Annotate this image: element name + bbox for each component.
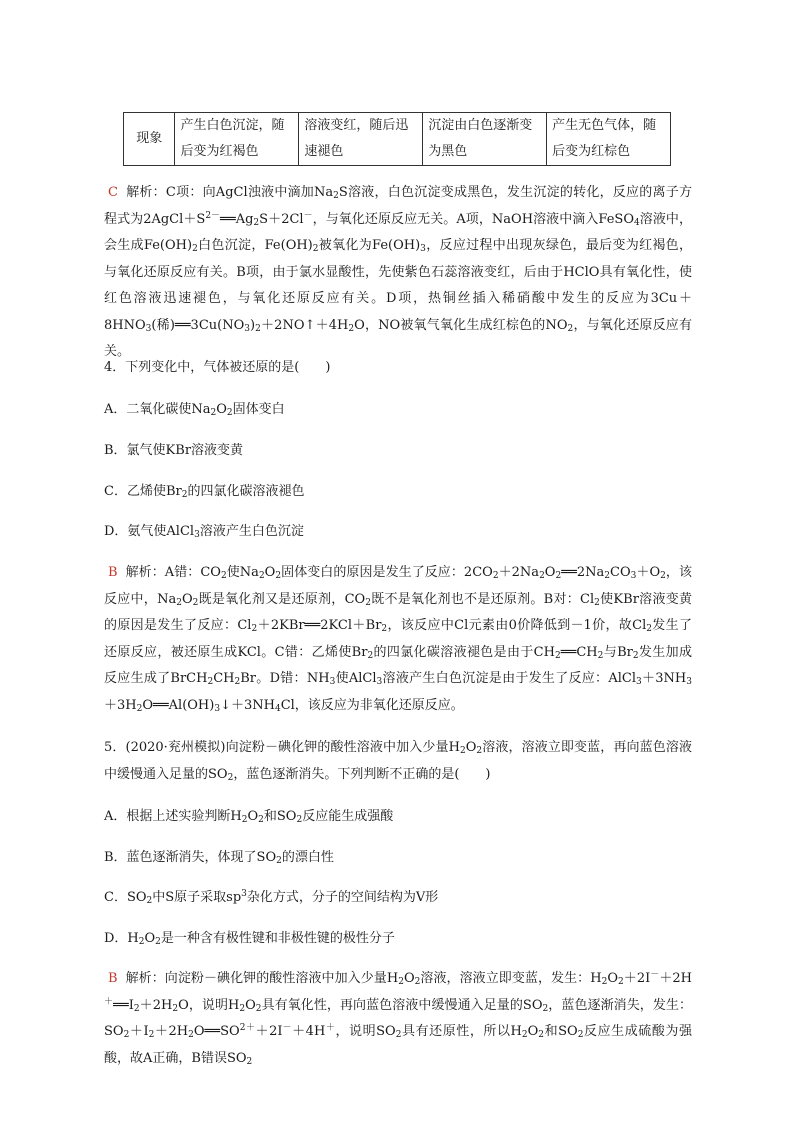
observation-table bbox=[123, 112, 671, 166]
q4-option-a: A．二氧化碳使$Na_2O_2$固体变白 bbox=[104, 402, 285, 418]
q5-option-b: B．蓝色逐渐消失，体现了$SO_2$的漂白性 bbox=[104, 850, 334, 866]
table-cell-b: 溶液变红，随后迅速褪色 bbox=[299, 113, 423, 166]
q4-option-c: C．乙烯使$Br_2$的四氯化碳溶液褪色 bbox=[104, 484, 305, 500]
answer-letter: B bbox=[108, 565, 118, 580]
table-header-cell: 现象 bbox=[124, 113, 175, 166]
table-cell-d: 产生无色气体，随后变为红棕色 bbox=[547, 113, 671, 166]
q4-stem: 4．下列变化中，气体被还原的是( ) bbox=[104, 360, 331, 375]
answer-letter: C bbox=[108, 185, 118, 200]
q4-explanation: B 解析：A错：$CO_2$使$Na_2O_2$固体变白的原因是发生了反应：$2CO_2+2Na_2O_2══2Na_2CO_3+O_2$，该反应中，$Na_2O_2$既是氧化剂又是还原剂，$CO_2$既不是氧化剂也不是还原剂。B对：$Cl_2$使KBr溶液变黄的原因是发生了反应：$Cl_2+2KBr══2KCl+Br_2$，该反应中Cl元素由0价降低到－1价，故$Cl_2$发生了还原反应，被还原生成KCl。C错：乙烯使$Br_2$的四氯化碳溶液褪色是由于$CH_2══CH_2$与$Br_2$发生加成反应生成了$BrCH_2CH_2Br$。D错：$NH_3$使AlCl$_3$溶液产生白色沉淀是由于发生了反应：$AlCl_3+3NH_3+3H_2O══Al(OH)_3↓+3NH_4Cl$，该反应为非氧化还原反应。 bbox=[104, 565, 693, 714]
q5-explanation: B 解析：向淀粉－碘化钾的酸性溶液中加入少量$H_2O_2$溶液，溶液立即变蓝，发生：$H_2O_2+2I^-+2H^+══I_2+2H_2O$，说明$H_2O_2$具有氧化性，再向蓝色溶液中缓慢通入足量的$SO_2$，蓝色逐渐消失，发生：$SO_2+I_2+2H_2O══SO^{2+}+2I^-+4H^+$，说明$SO_2$具有还原性，所以$H_2O_2$和$SO_2$反应生成硫酸为强酸，故A正确，B错误$SO_2$ bbox=[104, 970, 692, 1067]
q3-explanation: C 解析：C项：向AgCl浊液中滴加$Na_2S$溶液，白色沉淀变成黑色，发生沉淀的转化，反应的离子方程式为$2AgCl+S^{2-}══Ag_2S+2Cl^-$，与氧化还原反应无关。A项，NaOH溶液中滴入FeSO$_4$溶液中，会生成$Fe(OH)_2$白色沉淀，$Fe(OH)_2$被氧化为$Fe(OH)_3$，反应过程中出现灰绿色，最后变为红褐色，与氧化还原反应有关。B项，由于氯水显酸性，先使紫色石蕊溶液变红，后由于HClO具有氧化性，使红色溶液迅速褪色，与氧化还原反应有关。D项，热铜丝插入稀硝酸中发生的反应为$3Cu+8HNO_3$(稀)$══3Cu(NO_3)_2+2NO↑+4H_2O$，NO被氧气氧化生成红棕色的$NO_2$，与氧化还原反应有关。 bbox=[104, 185, 692, 359]
answer-letter: B bbox=[108, 971, 118, 986]
q5-option-c: C．$SO_2$中S原子采取$sp^3$杂化方式，分子的空间结构为V形 bbox=[104, 889, 439, 906]
q4-option-b: B．氯气使KBr溶液变黄 bbox=[104, 443, 244, 458]
q5-stem: 5．(2020·兖州模拟)向淀粉－碘化钾的酸性溶液中加入少量$H_2O_2$溶液，溶液立即变蓝，再向蓝色溶液中缓慢通入足量的$SO_2$，蓝色逐渐消失。下列判断不正确的是( ) bbox=[104, 740, 692, 783]
table-cell-c: 沉淀由白色逐渐变为黑色 bbox=[423, 113, 547, 166]
q5-option-a: A．根据上述实验判断$H_2O_2$和$SO_2$反应能生成强酸 bbox=[104, 809, 394, 825]
q4-option-d: D．氨气使AlCl$_3$溶液产生白色沉淀 bbox=[104, 524, 304, 540]
q5-option-d: D．$H_2O_2$是一种含有极性键和非极性键的极性分子 bbox=[104, 931, 395, 947]
table-cell-a: 产生白色沉淀，随后变为红褐色 bbox=[175, 113, 299, 166]
